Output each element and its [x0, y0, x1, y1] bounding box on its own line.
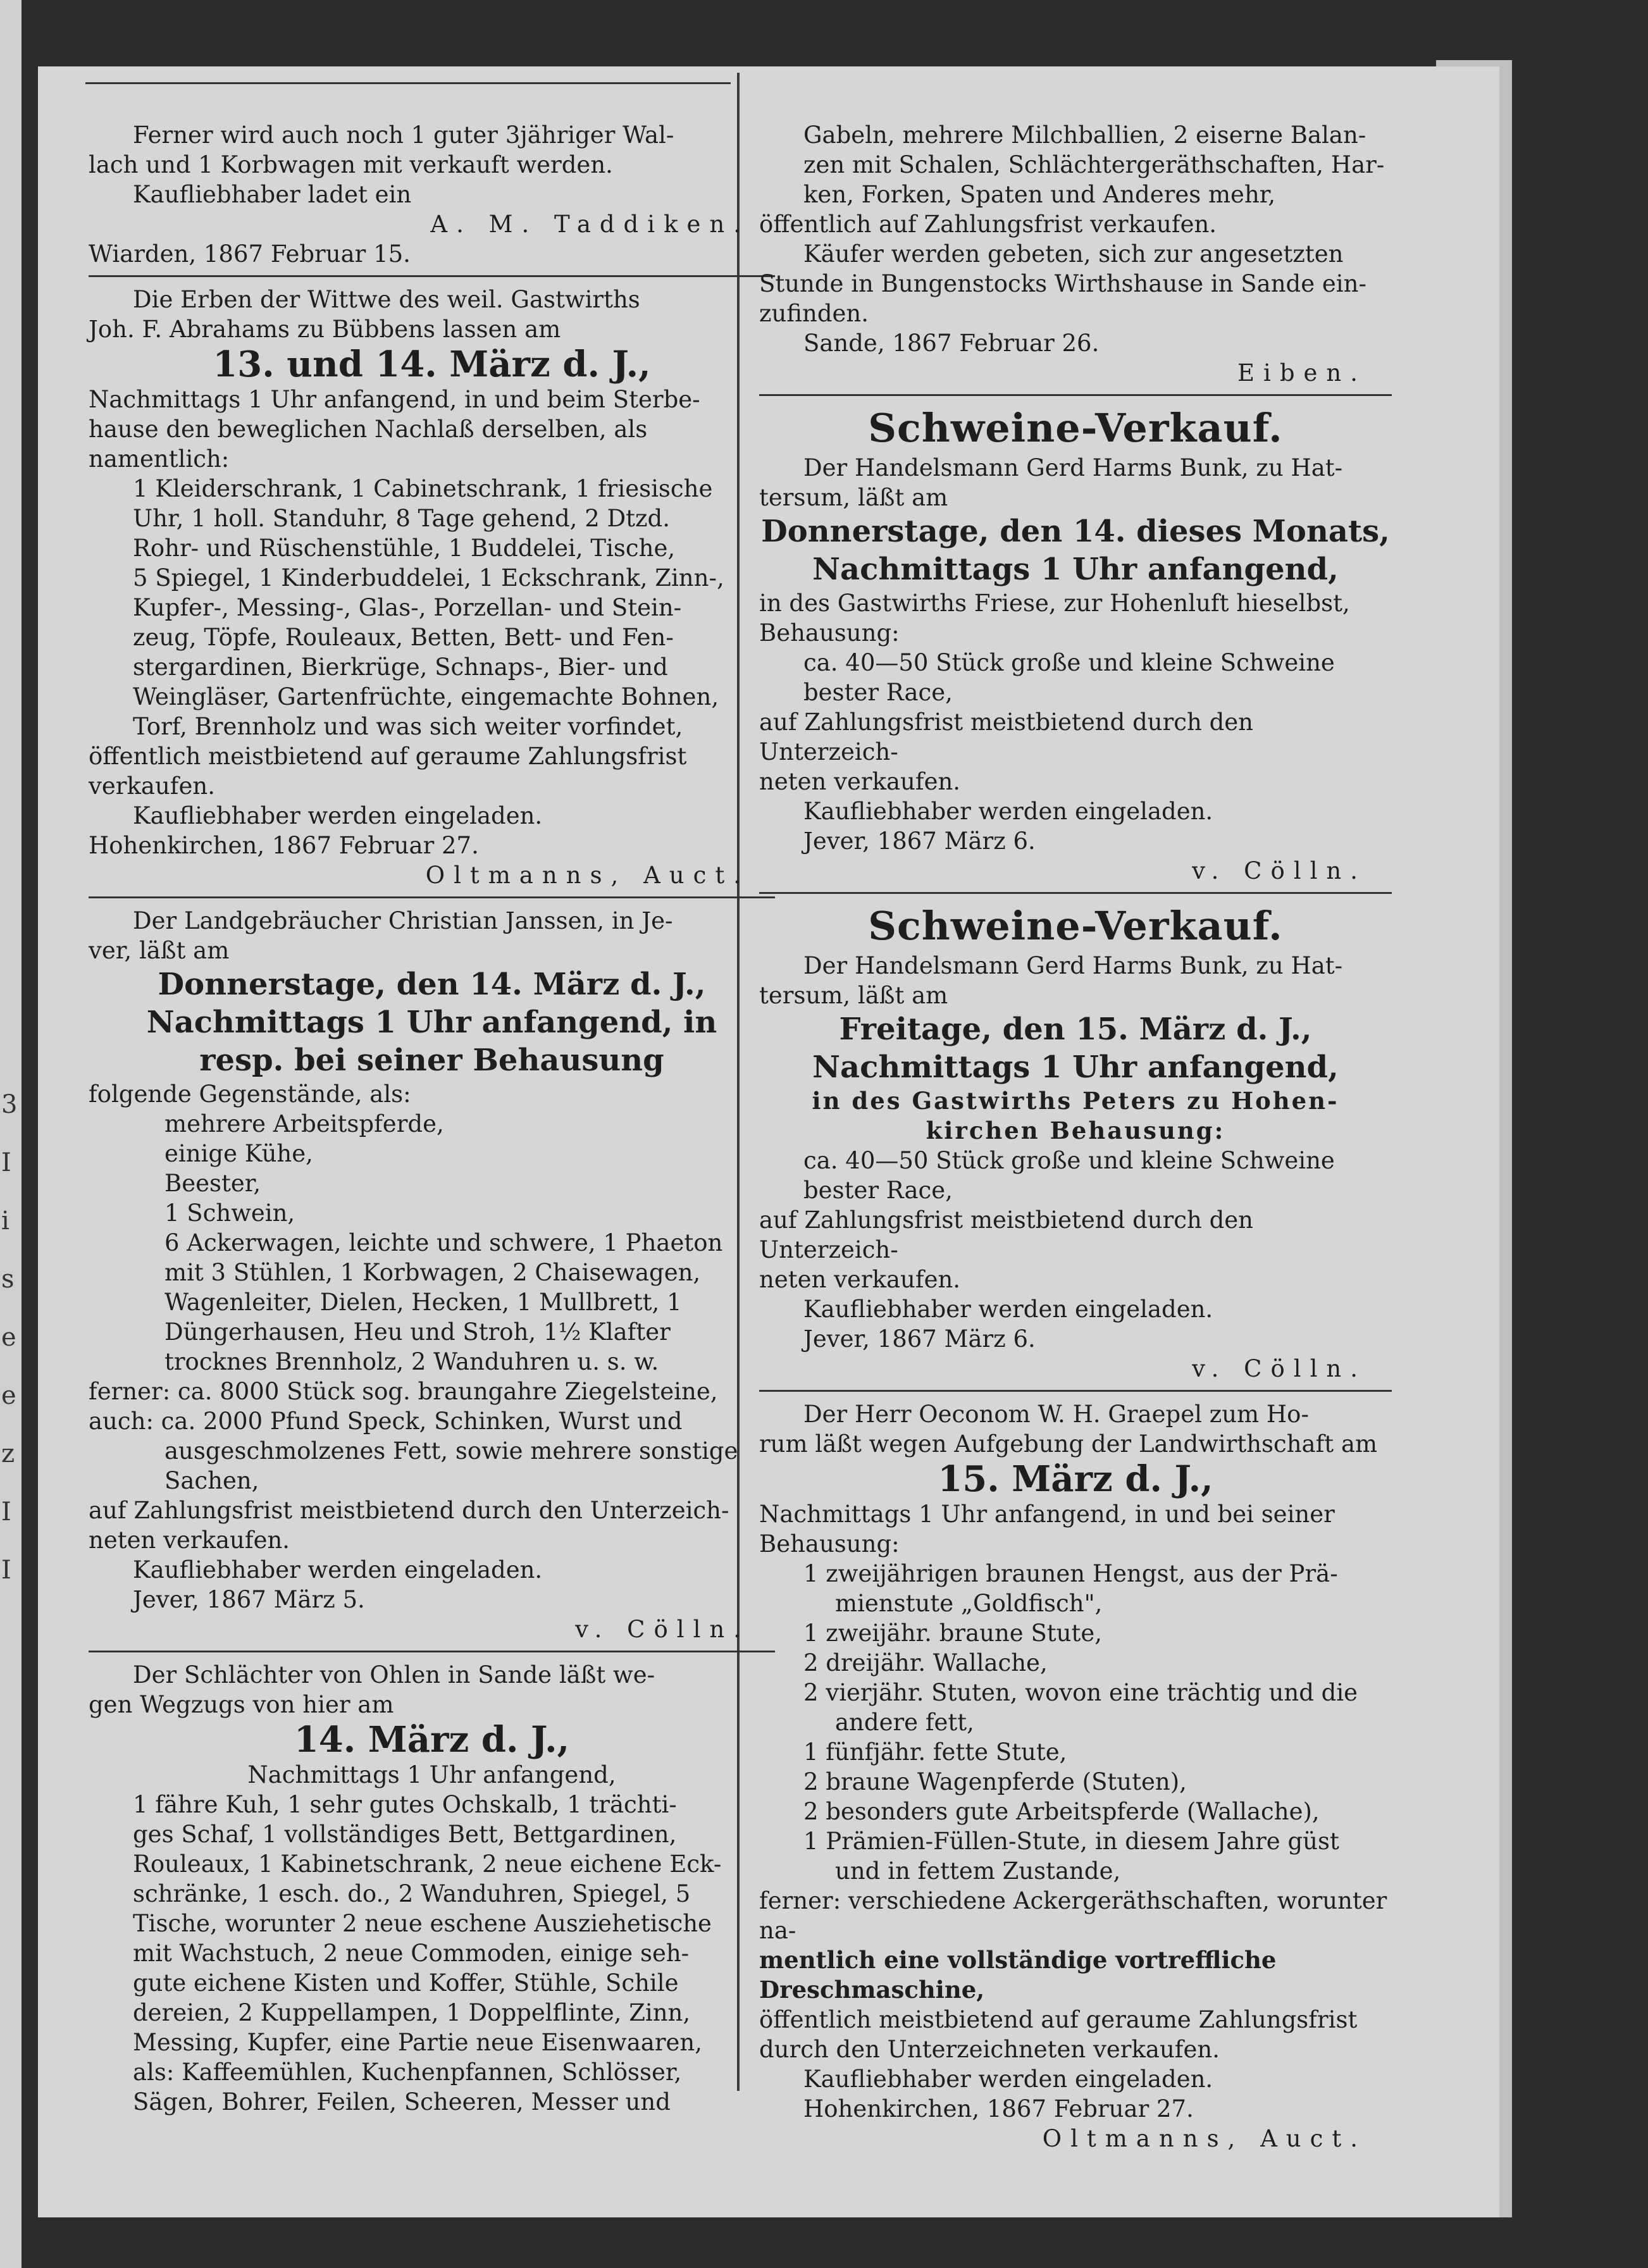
ad-line: Wagenleiter, Dielen, Hecken, 1 Mullbrett, 1 [164, 1289, 682, 1316]
ad-line: Tische, worunter 2 neue eschene Ausziehetische [133, 1910, 712, 1937]
ad-headline: Nachmittags 1 Uhr anfangend, [812, 1050, 1339, 1085]
ad-line: ges Schaf, 1 vollständiges Bett, Bettgardinen, [133, 1821, 677, 1848]
ad-line: in des Gastwirths Friese, zur Hohenluft hieselbst, [759, 590, 1350, 617]
ad-line: auf Zahlungsfrist meistbietend durch den Unterzeich- [89, 1497, 729, 1524]
margin-fragment: i [1, 1206, 9, 1236]
ad-line: neten verkaufen. [759, 768, 961, 795]
ad-line: Ferner wird auch noch 1 guter 3jähriger Wal- [133, 121, 674, 149]
advert-ohlen [89, 1660, 775, 2117]
ad-intro-line: Der Herr Oeconom W. H. Graepel zum Ho- [803, 1401, 1309, 1428]
ad-line: Sachen, [164, 1467, 259, 1494]
ad-line: neten verkaufen. [759, 1266, 961, 1293]
margin-fragment: 3 [1, 1090, 18, 1119]
ad-line: lach und 1 Korbwagen mit verkauft werden. [89, 151, 613, 178]
ad-line: zeug, Töpfe, Rouleaux, Betten, Bett- und Fen- [133, 624, 674, 651]
ad-line: 1 Schwein, [164, 1199, 295, 1227]
section-rule [89, 1651, 775, 1652]
ad-line: Gabeln, mehrere Milchballien, 2 eiserne Balan- [803, 121, 1366, 149]
ad-line: 1 Prämien-Füllen-Stute, in diesem Jahre güst [803, 1828, 1339, 1855]
advert-janssen [89, 906, 775, 1644]
ad-line: ca. 40—50 Stück große und kleine Schweine [803, 1147, 1335, 1174]
ad-line: 6 Ackerwagen, leichte und schwere, 1 Phaeton [164, 1229, 723, 1256]
ad-line: verkaufen. [89, 772, 215, 800]
ad-line: schränke, 1 esch. do., 2 Wanduhren, Spiegel, 5 [133, 1880, 691, 1907]
ad-line: mentlich eine vollständige vortreffliche [759, 1946, 1277, 1974]
ad-line: Rouleaux, 1 Kabinetschrank, 2 neue eichene Eck- [133, 1850, 722, 1878]
ad-line: als: Kaffeemühlen, Kuchenpfannen, Schlösser, [133, 2059, 682, 2086]
ad-line: Nachmittags 1 Uhr anfangend, in und beim Sterbe- [89, 386, 700, 413]
ad-line: neten verkaufen. [89, 1527, 290, 1554]
left-column [89, 120, 775, 2116]
ad-line: einige Kühe, [164, 1140, 313, 1167]
ad-line: trocknes Brennholz, 2 Wanduhren u. s. w. [164, 1348, 659, 1375]
margin-fragment: e [1, 1323, 16, 1352]
ad-line: Jever, 1867 März 5. [133, 1586, 365, 1613]
ad-line: Kaufliebhaber werden eingeladen. [133, 802, 543, 829]
ad-line: öffentlich meistbietend auf geraume Zahlungsfrist [759, 2006, 1358, 2033]
ad-bold-line: in des Gastwirths Peters zu Hohen- [812, 1087, 1339, 1115]
margin-fragments [0, 1075, 23, 1898]
ad-line: bester Race, [803, 1177, 953, 1204]
ad-line: Düngerhausen, Heu und Stroh, 1½ Klafter [164, 1318, 671, 1346]
ad-line: Messing, Kupfer, eine Partie neue Eisenwaaren, [133, 2029, 702, 2056]
ad-line: zufinden. [759, 300, 869, 327]
ad-headline: resp. bei seiner Behausung [199, 1043, 664, 1078]
section-rule [759, 892, 1392, 894]
section-rule [89, 896, 775, 898]
ad-intro-line: ver, läßt am [89, 937, 230, 964]
ad-line: 1 zweijähr. braune Stute, [803, 1620, 1103, 1647]
ad-signature: Oltmanns, Auct. [1042, 2125, 1366, 2152]
ad-intro-line: tersum, läßt am [759, 982, 948, 1009]
ad-line: 1 zweijährigen braunen Hengst, aus der Prä- [803, 1560, 1338, 1587]
ad-title: Schweine-Verkauf. [868, 405, 1283, 451]
ad-line: ausgeschmolzenes Fett, sowie mehrere sonstige [164, 1437, 738, 1465]
ad-signature: A. M. Taddiken. [430, 211, 750, 238]
ad-date-headline: 14. März d. J., [294, 1719, 570, 1761]
ad-line: durch den Unterzeichneten verkaufen. [759, 2036, 1220, 2063]
ad-line: bester Race, [803, 679, 953, 706]
ad-line: auch: ca. 2000 Pfund Speck, Schinken, Wurst und [89, 1408, 683, 1435]
ad-headline: Nachmittags 1 Uhr anfangend, [812, 552, 1339, 587]
ad-line: Beester, [164, 1170, 261, 1197]
margin-fragment: I [1, 1148, 11, 1177]
ad-line: 1 fünfjähr. fette Stute, [803, 1738, 1067, 1766]
ad-line: Kaufliebhaber werden eingeladen. [133, 1556, 543, 1583]
ad-line: mit 3 Stühlen, 1 Korbwagen, 2 Chaisewagen, [164, 1259, 701, 1286]
ad-line: mehrere Arbeitspferde, [164, 1110, 444, 1137]
ad-headline: Donnerstage, den 14. März d. J., [158, 967, 706, 1002]
ad-signature: v. Cölln. [1192, 1355, 1366, 1382]
ad-line: Kupfer-, Messing-, Glas-, Porzellan- und Stein- [133, 594, 682, 621]
ad-line: folgende Gegenstände, als: [89, 1081, 411, 1108]
ad-line: stergardinen, Bierkrüge, Schnaps-, Bier- und [133, 654, 668, 681]
ad-line: 2 dreijähr. Wallache, [803, 1649, 1048, 1676]
ad-line: öffentlich auf Zahlungsfrist verkaufen. [759, 211, 1217, 238]
ad-line: Dreschmaschine, [759, 1976, 985, 2004]
ad-place-date: Wiarden, 1867 Februar 15. [89, 240, 411, 268]
ad-line: Käufer werden gebeten, sich zur angesetzten [803, 240, 1344, 268]
advert-schweine-verkauf-2 [759, 902, 1392, 1384]
advert-taddiken-tail [89, 120, 775, 269]
ad-date-headline: 13. und 14. März d. J., [213, 344, 651, 385]
advert-schweine-verkauf-1 [759, 404, 1392, 886]
ad-line: ca. 40—50 Stück große und kleine Schweine [803, 649, 1335, 676]
ad-line: Jever, 1867 März 6. [803, 827, 1036, 855]
ad-signature: v. Cölln. [575, 1616, 750, 1643]
margin-fragment: I [1, 1497, 11, 1527]
ad-intro-line: gen Wegzugs von hier am [89, 1691, 394, 1718]
ad-line: ken, Forken, Spaten und Anderes mehr, [803, 181, 1276, 208]
ad-line: 2 besonders gute Arbeitspferde (Wallache), [803, 1798, 1320, 1825]
ad-line: dereien, 2 Kuppellampen, 1 Doppelflinte, Zinn, [133, 1999, 691, 2026]
ad-line: mienstute „Goldfisch", [835, 1590, 1103, 1617]
ad-line: Nachmittags 1 Uhr anfangend, [247, 1761, 616, 1788]
ad-intro-line: Joh. F. Abrahams zu Bübbens lassen am [89, 316, 561, 343]
ad-line: Stunde in Bungenstocks Wirthshause in Sande ein- [759, 270, 1366, 297]
ad-line: Weingläser, Gartenfrüchte, eingemachte Bohnen, [133, 683, 719, 710]
ad-line: Nachmittags 1 Uhr anfangend, in und bei seiner [759, 1501, 1335, 1528]
ad-line: Sande, 1867 Februar 26. [803, 330, 1100, 357]
ad-line: hause den beweglichen Nachlaß derselben, als namentlich: [89, 416, 648, 473]
ad-intro-line: Der Handelsmann Gerd Harms Bunk, zu Hat- [803, 454, 1343, 481]
ad-signature: Oltmanns, Auct. [425, 862, 750, 889]
ad-intro-line: tersum, läßt am [759, 484, 948, 511]
ad-line: ferner: ca. 8000 Stück sog. braungahre Ziegelsteine, [89, 1378, 718, 1405]
ad-line: Behausung: [759, 1530, 900, 1558]
ad-signature: Eiben. [1237, 359, 1366, 387]
ad-line: 2 vierjähr. Stuten, wovon eine trächtig und die [803, 1679, 1358, 1706]
ad-line: Kaufliebhaber werden eingeladen. [803, 1296, 1213, 1323]
ad-line: andere fett, [835, 1709, 974, 1736]
ad-line: Kaufliebhaber ladet ein [133, 181, 412, 208]
ad-line: ferner: verschiedene Ackergeräthschaften, worunter na- [759, 1887, 1387, 1944]
top-rule [85, 82, 731, 84]
section-rule [89, 275, 775, 277]
ad-line: und in fettem Zustande, [835, 1857, 1121, 1885]
ad-line: Hohenkirchen, 1867 Februar 27. [803, 2095, 1194, 2122]
ad-line: Kaufliebhaber werden eingeladen. [803, 798, 1213, 825]
ad-line: öffentlich meistbietend auf geraume Zahlungsfrist [89, 743, 687, 770]
ad-line: zen mit Schalen, Schlächtergeräthschaften, Har- [803, 151, 1385, 178]
margin-fragment: e [1, 1381, 16, 1410]
ad-intro-line: rum läßt wegen Aufgebung der Landwirthschaft am [759, 1430, 1378, 1458]
ad-bold-line: kirchen Behausung: [926, 1117, 1225, 1144]
right-column [759, 120, 1392, 2152]
ad-line: Uhr, 1 holl. Standuhr, 8 Tage gehend, 2 Dtzd. [133, 505, 670, 532]
ad-line: Sägen, Bohrer, Feilen, Scheeren, Messer und [133, 2088, 671, 2116]
ad-headline: Nachmittags 1 Uhr anfangend, in [146, 1005, 717, 1040]
ad-intro-line: Der Schlächter von Ohlen in Sande läßt we- [133, 1661, 655, 1689]
ad-line: Hohenkirchen, 1867 Februar 27. [89, 832, 479, 859]
section-rule [759, 394, 1392, 396]
ad-intro-line: Der Landgebräucher Christian Janssen, in Je- [133, 907, 673, 934]
ad-headline: Donnerstage, den 14. dieses Monats, [761, 514, 1390, 549]
margin-fragment: s [1, 1265, 15, 1294]
ad-line: auf Zahlungsfrist meistbietend durch den Unterzeich- [759, 709, 1253, 765]
margin-fragment: I [1, 1556, 11, 1585]
advert-abrahams-estate [89, 285, 775, 890]
ad-line: gute eichene Kisten und Koffer, Stühle, Schile [133, 1969, 679, 1997]
ad-line: Behausung: [759, 619, 900, 647]
ad-headline: Freitage, den 15. März d. J., [839, 1012, 1312, 1047]
ad-line: 5 Spiegel, 1 Kinderbuddelei, 1 Eckschrank, Zinn-, [133, 564, 724, 592]
section-rule [759, 1390, 1392, 1392]
ad-line: Jever, 1867 März 6. [803, 1325, 1036, 1353]
ad-line: auf Zahlungsfrist meistbietend durch den Unterzeich- [759, 1206, 1253, 1263]
margin-fragment: z [1, 1439, 15, 1468]
ad-title: Schweine-Verkauf. [868, 903, 1283, 949]
ad-line: mit Wachstuch, 2 neue Commoden, einige seh- [133, 1940, 690, 1967]
ad-line: Kaufliebhaber werden eingeladen. [803, 2066, 1213, 2093]
ad-line: Torf, Brennholz und was sich weiter vorfindet, [133, 713, 683, 740]
advert-graepel [759, 1399, 1392, 2153]
ad-line: 2 braune Wagenpferde (Stuten), [803, 1768, 1187, 1795]
ad-line: 1 Kleiderschrank, 1 Cabinetschrank, 1 friesische [133, 475, 713, 502]
advert-ohlen-continued [759, 120, 1392, 388]
ad-line: 1 fähre Kuh, 1 sehr gutes Ochskalb, 1 trächti- [133, 1791, 677, 1818]
ad-date-headline: 15. März d. J., [938, 1458, 1213, 1500]
ad-line: Rohr- und Rüschenstühle, 1 Buddelei, Tische, [133, 535, 676, 562]
ad-intro-line: Die Erben der Wittwe des weil. Gastwirths [133, 286, 640, 313]
ad-signature: v. Cölln. [1192, 857, 1366, 884]
previous-page-edge [0, 0, 22, 2268]
ad-intro-line: Der Handelsmann Gerd Harms Bunk, zu Hat- [803, 952, 1343, 979]
